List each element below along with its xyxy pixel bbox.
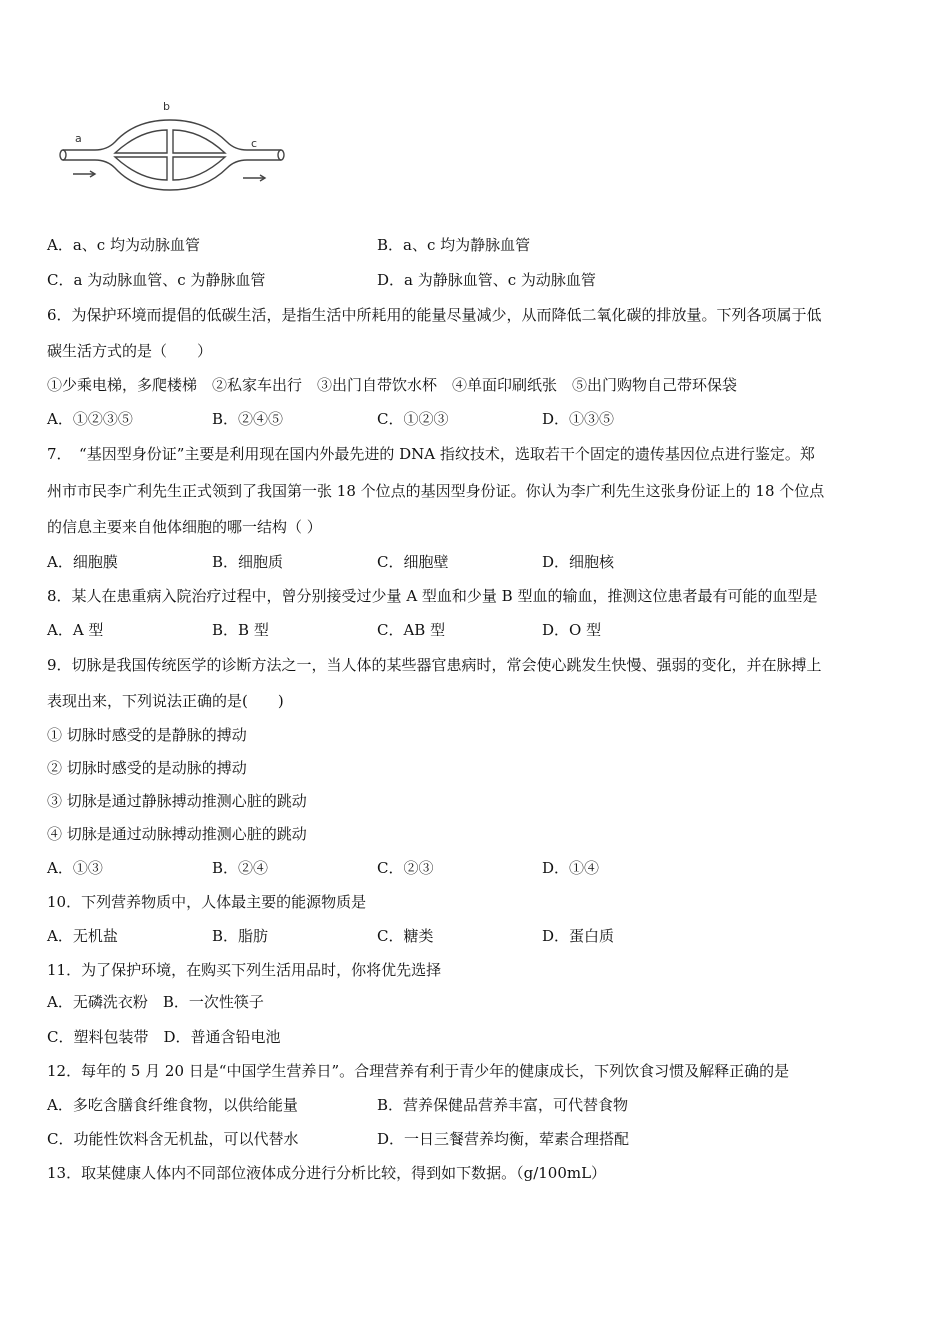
q8-option-b: B．B 型 (212, 621, 269, 639)
q12-option-d: D．一日三餐营养均衡，荤素合理搭配 (377, 1130, 630, 1148)
q13-stem-line-1: 13．取某健康人体内不同部位液体成分进行分析比较，得到如下数据。（g/100mL） (47, 1164, 607, 1182)
q6-items: ①少乘电梯，多爬楼梯 ②私家车出行 ③出门自带饮水杯 ④单面印刷纸张 ⑤出门购物自己带环保袋 (47, 376, 738, 394)
label-b: b (163, 100, 170, 113)
q5-option-d: D．a 为静脉血管、c 为动脉血管 (377, 271, 596, 289)
q5-option-b: B．a、c 均为静脉血管 (377, 236, 531, 254)
vessel-outline-bottom (63, 160, 281, 190)
q12-stem-line-1: 12．每年的 5 月 20 日是“中国学生营养日”。合理营养有利于青少年的健康成长，下列饮食习惯及解释正确的是 (47, 1062, 790, 1080)
q11-options-cd: C．塑料包装带 D．普通含铅电池 (47, 1028, 281, 1046)
q9-stem-line-1: 9．切脉是我国传统医学的诊断方法之一，当人体的某些器官患病时，常会使心跳发生快慢、强弱的变化，并在脉搏上 (47, 656, 822, 674)
q9-item-4: ④ 切脉是通过动脉搏动推测心脏的跳动 (47, 825, 307, 843)
q9-item-1: ① 切脉时感受的是静脉的搏动 (47, 726, 247, 744)
q12-option-c: C．功能性饮料含无机盐，可以代替水 (47, 1130, 299, 1148)
q12-option-b: B．营养保健品营养丰富，可代替食物 (377, 1096, 629, 1114)
capillary-upper-left (115, 130, 167, 153)
q7-option-a: A．细胞膜 (47, 553, 118, 571)
q11-stem-line-1: 11．为了保护环境，在购买下列生活用品时，你将优先选择 (47, 961, 442, 979)
q9-item-3: ③ 切脉是通过静脉搏动推测心脏的跳动 (47, 792, 307, 810)
q7-option-b: B．细胞质 (212, 553, 284, 571)
label-c: c (251, 137, 258, 150)
q12-option-a: A．多吃含膳食纤维食物，以供给能量 (47, 1096, 298, 1114)
q9-stem-line-2: 表现出来，下列说法正确的是( ) (47, 692, 284, 710)
q6-stem-line-1: 6．为保护环境而提倡的低碳生活，是指生活中所耗用的能量尽量减少，从而降低二氧化碳的排放量。下列各项属于低 (47, 306, 822, 324)
q6-option-d: D．①③⑤ (542, 410, 615, 428)
q10-option-d: D．蛋白质 (542, 927, 615, 945)
q9-item-2: ② 切脉时感受的是动脉的搏动 (47, 759, 247, 777)
q9-option-d: D．①④ (542, 859, 600, 877)
q10-stem-line-1: 10．下列营养物质中，人体最主要的能源物质是 (47, 893, 367, 911)
q7-stem-line-3: 的信息主要来自他体细胞的哪一结构（ ） (47, 518, 322, 536)
q6-stem-line-2: 碳生活方式的是（ ） (47, 342, 213, 360)
q6-option-c: C．①②③ (377, 410, 449, 428)
q6-option-a: A．①②③⑤ (47, 410, 133, 428)
q5-option-a: A．a、c 均为动脉血管 (47, 236, 200, 254)
blood-vessel-svg (55, 98, 295, 193)
vessel-c-end (278, 150, 284, 160)
q7-stem-line-2: 州市市民李广利先生正式领到了我国第一张 18 个位点的基因型身份证。你认为李广利先生这张身份证上的 18 个位点 (47, 482, 825, 500)
q9-option-a: A．①③ (47, 859, 103, 877)
vessel-outline-top (63, 120, 281, 150)
q8-option-a: A．A 型 (47, 621, 104, 639)
capillary-lower-left (115, 157, 167, 180)
q8-option-d: D．O 型 (542, 621, 602, 639)
q10-option-c: C．糖类 (377, 927, 434, 945)
q7-option-d: D．细胞核 (542, 553, 615, 571)
q5-option-c: C．a 为动脉血管、c 为静脉血管 (47, 271, 266, 289)
q11-options-ab: A．无磷洗衣粉 B．一次性筷子 (47, 993, 264, 1011)
blood-vessel-diagram (55, 98, 295, 193)
q10-option-a: A．无机盐 (47, 927, 118, 945)
q10-option-b: B．脂肪 (212, 927, 269, 945)
q9-option-c: C．②③ (377, 859, 434, 877)
vessel-a-end (60, 150, 66, 160)
q7-option-c: C．细胞壁 (377, 553, 449, 571)
q8-option-c: C．AB 型 (377, 621, 446, 639)
q8-stem-line-1: 8．某人在患重病入院治疗过程中，曾分别接受过少量 A 型血和少量 B 型血的输血，推测这位患者最有可能的血型是 (47, 587, 818, 605)
q6-option-b: B．②④⑤ (212, 410, 284, 428)
q9-option-b: B．②④ (212, 859, 269, 877)
label-a: a (75, 132, 82, 145)
q7-stem-line-1: 7． “基因型身份证”主要是利用现在国内外最先进的 DNA 指纹技术，选取若干个固定的遗传基因位点进行鉴定。郑 (47, 445, 815, 463)
